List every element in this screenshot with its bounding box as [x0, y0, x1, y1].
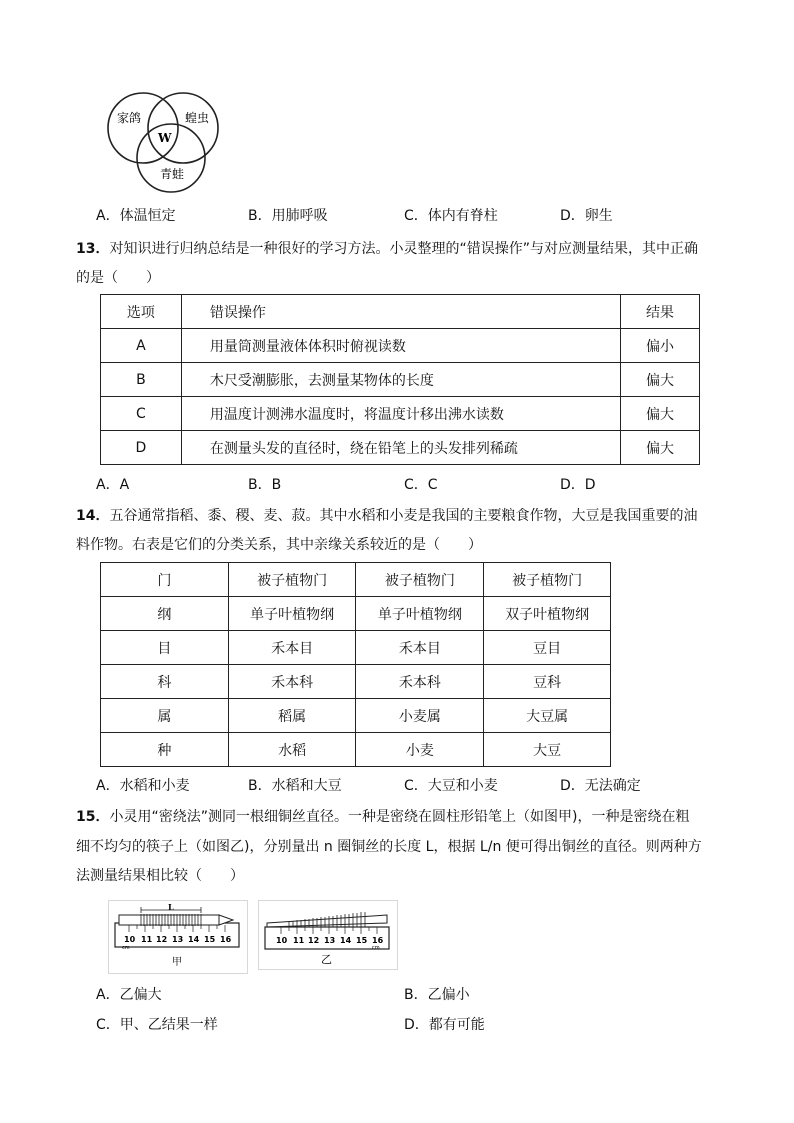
ruler-tick-label: 14	[340, 936, 352, 945]
table-row: A 用量筒测量液体体积时俯视读数 偏小	[101, 329, 700, 363]
table-row: 纲 单子叶植物纲 单子叶植物纲 双子叶植物纲	[101, 597, 611, 631]
table-row: 门 被子植物门 被子植物门 被子植物门	[101, 563, 611, 597]
length-label: L	[168, 902, 174, 912]
table-row: D 在测量头发的直径时，绕在铅笔上的头发排列稀疏 偏大	[101, 431, 700, 465]
figure-jia	[108, 900, 248, 974]
q13-table	[100, 294, 700, 465]
pencil-ruler-figure	[109, 901, 247, 973]
q14-table	[100, 562, 611, 767]
q15-option-c[interactable]: C．甲、乙结果一样	[96, 1017, 218, 1033]
figure-yi	[258, 900, 398, 970]
ruler-tick-label: 15	[204, 935, 216, 944]
ruler-unit: cm	[372, 945, 380, 951]
venn-center-w: W	[158, 131, 172, 145]
ruler-tick-label: 13	[172, 935, 184, 944]
q12-option-d[interactable]: D．卵生	[560, 208, 613, 224]
figure-label-yi: 乙	[321, 953, 332, 966]
q14-option-c[interactable]: C．大豆和小麦	[404, 778, 498, 794]
table-row: C 用温度计测沸水温度时，将温度计移出沸水读数 偏大	[101, 397, 700, 431]
table-row: 科 禾本科 禾本科 豆科	[101, 665, 611, 699]
q14-stem-line1: 14．五谷通常指稻、黍、稷、麦、菽。其中水稻和小麦是我国的主要粮食作物，大豆是我国重要的油	[76, 508, 698, 524]
venn-circle-pigeon	[108, 93, 178, 163]
q14-number: 14．	[76, 508, 110, 524]
q14-stem-line2: 料作物。右表是它们的分类关系，其中亲缘关系较近的是（ ）	[76, 537, 482, 553]
q12-option-b[interactable]: B．用肺呼吸	[248, 208, 328, 224]
table-row: 种 水稻 小麦 大豆	[101, 733, 611, 767]
q15-stem-line2: 细不均匀的筷子上（如图乙)，分别量出 n 圈铜丝的长度 L，根据 L/n 便可得出铜丝的直径。则两种方	[76, 839, 702, 855]
q13-stem-line1: 13．对知识进行归纳总结是一种很好的学习方法。小灵整理的“错误操作”与对应测量结果，其中正确	[76, 241, 698, 257]
table-row: 目 禾本目 禾本目 豆目	[101, 631, 611, 665]
q12-option-c[interactable]: C．体内有脊柱	[404, 208, 498, 224]
q13-stem-line2: 的是（ ）	[76, 270, 160, 286]
q12-option-a[interactable]: A．体温恒定	[96, 208, 176, 224]
q13-option-d[interactable]: D．D	[560, 477, 596, 493]
ruler-tick-label: 13	[324, 936, 336, 945]
header-cell: 选项	[101, 295, 182, 329]
q13-number: 13．	[76, 241, 110, 257]
venn-circle-locust	[148, 93, 218, 163]
venn-diagram	[105, 88, 225, 193]
header-cell: 错误操作	[181, 295, 620, 329]
ruler-unit: cm	[122, 945, 130, 951]
venn-label-frog: 青蛙	[160, 167, 185, 181]
q14-option-a[interactable]: A．水稻和小麦	[96, 778, 190, 794]
q15-option-b[interactable]: B．乙偏小	[404, 987, 470, 1003]
chopstick-ruler-figure	[259, 901, 397, 969]
q13-option-b[interactable]: B．B	[248, 477, 282, 493]
ruler-tick-label: 11	[141, 935, 153, 944]
header-cell: 结果	[621, 295, 700, 329]
ruler-tick-label: 12	[156, 935, 168, 944]
table-row: B 木尺受潮膨胀，去测量某物体的长度 偏大	[101, 363, 700, 397]
table-header-row	[101, 295, 700, 329]
ruler-tick-label: 11	[293, 936, 305, 945]
q15-stem-line3: 法测量结果相比较（ ）	[76, 868, 244, 884]
q15-option-a[interactable]: A．乙偏大	[96, 987, 162, 1003]
q15-number: 15．	[76, 809, 110, 825]
ruler-tick-label: 16	[220, 935, 232, 944]
q13-option-a[interactable]: A．A	[96, 477, 130, 493]
figure-label-jia: 甲	[172, 957, 182, 968]
venn-label-pigeon: 家鸽	[117, 111, 142, 125]
q14-option-d[interactable]: D．无法确定	[560, 778, 641, 794]
ruler-tick-label: 16	[372, 936, 384, 945]
ruler-tick-label: 15	[356, 936, 368, 945]
q15-stem-line1: 15．小灵用“密绕法”测同一根细铜丝直径。一种是密绕在圆柱形铅笔上（如图甲)，一种是密绕在粗	[76, 809, 690, 825]
venn-label-locust: 蝗虫	[185, 111, 210, 125]
ruler-tick-label: 10	[276, 936, 288, 945]
q14-option-b[interactable]: B．水稻和大豆	[248, 778, 342, 794]
ruler-tick-label: 14	[188, 935, 200, 944]
table-row: 属 稻属 小麦属 大豆属	[101, 699, 611, 733]
q13-option-c[interactable]: C．C	[404, 477, 438, 493]
q15-option-d[interactable]: D．都有可能	[404, 1017, 485, 1033]
ruler-tick-label: 12	[308, 936, 320, 945]
ruler-tick-label: 10	[124, 935, 136, 944]
